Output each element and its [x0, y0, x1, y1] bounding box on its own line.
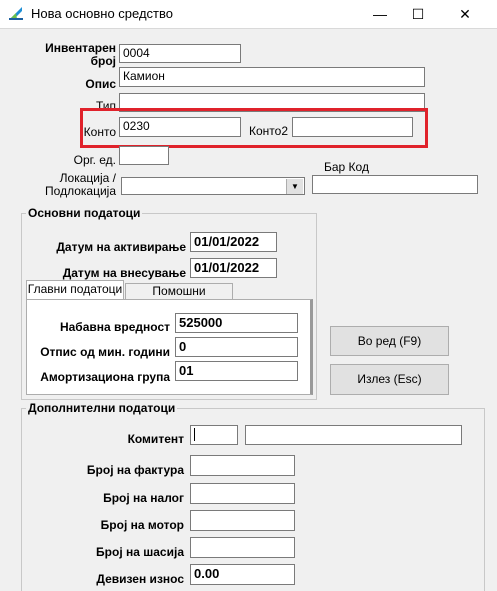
location-label: Локација / Подлокација — [45, 171, 116, 198]
text-cursor — [194, 428, 195, 441]
entry-date-label: Датум на внесување — [62, 266, 186, 280]
description-label: Опис — [85, 77, 116, 91]
invoice-number-label: Број на фактура — [86, 463, 184, 477]
entry-date-input[interactable]: 01/01/2022 — [190, 258, 277, 278]
chevron-down-icon[interactable]: ▼ — [286, 179, 303, 194]
min-years-label: Отпис од мин. години — [40, 345, 170, 359]
account2-label: Конто2 — [249, 124, 288, 138]
account-label: Конто — [83, 125, 116, 139]
inventory-number-label: Инвентарен број — [45, 41, 116, 68]
ok-button[interactable]: Во ред (F9) — [330, 326, 449, 356]
org-unit-label: Орг. ед. — [73, 153, 116, 167]
form-body — [0, 28, 497, 591]
account-input[interactable]: 0230 — [119, 117, 241, 137]
org-unit-input[interactable] — [119, 146, 169, 165]
account2-input[interactable] — [292, 117, 413, 137]
chassis-number-label: Број на шасија — [96, 545, 184, 559]
type-label: Тип — [95, 99, 116, 113]
engine-number-input[interactable] — [190, 510, 295, 531]
minimize-button[interactable]: — — [373, 6, 387, 22]
order-number-input[interactable] — [190, 483, 295, 504]
close-button[interactable]: ✕ — [459, 6, 471, 22]
chassis-number-input[interactable] — [190, 537, 295, 558]
exit-button[interactable]: Излез (Esc) — [330, 364, 449, 395]
activation-date-label: Датум на активирање — [56, 240, 186, 254]
engine-number-label: Број на мотор — [100, 518, 184, 532]
basic-data-group-title: Основни податоци — [28, 206, 141, 220]
barcode-input[interactable] — [312, 175, 478, 194]
additional-data-group-title: Дополнителни податоци — [28, 401, 176, 415]
inventory-number-input[interactable]: 0004 — [119, 44, 241, 63]
activation-date-input[interactable]: 01/01/2022 — [190, 232, 277, 252]
partner-code-input[interactable] — [190, 425, 238, 445]
partner-label: Комитент — [127, 432, 184, 446]
description-input[interactable]: Камион — [119, 67, 425, 87]
amortization-group-label: Амортизациона група — [40, 370, 170, 384]
maximize-button[interactable]: ☐ — [411, 6, 425, 22]
min-years-input[interactable]: 0 — [175, 337, 298, 357]
fx-amount-input[interactable]: 0.00 — [190, 564, 295, 585]
app-logo-icon — [8, 5, 24, 21]
barcode-label: Бар Код — [324, 160, 369, 174]
tab-auxiliary-data[interactable]: Помошни — [125, 283, 233, 300]
tab-main-data[interactable]: Главни податоци — [26, 280, 124, 300]
order-number-label: Број на налог — [103, 491, 184, 505]
location-combobox[interactable] — [121, 177, 305, 195]
partner-name-input[interactable] — [245, 425, 462, 445]
invoice-number-input[interactable] — [190, 455, 295, 476]
purchase-value-input[interactable]: 525000 — [175, 313, 298, 333]
title-bar — [0, 0, 497, 28]
fx-amount-label: Девизен износ — [96, 572, 184, 586]
amortization-group-input[interactable]: 01 — [175, 361, 298, 381]
purchase-value-label: Набавна вредност — [59, 320, 170, 334]
window-title: Нова основно средство — [31, 6, 173, 21]
